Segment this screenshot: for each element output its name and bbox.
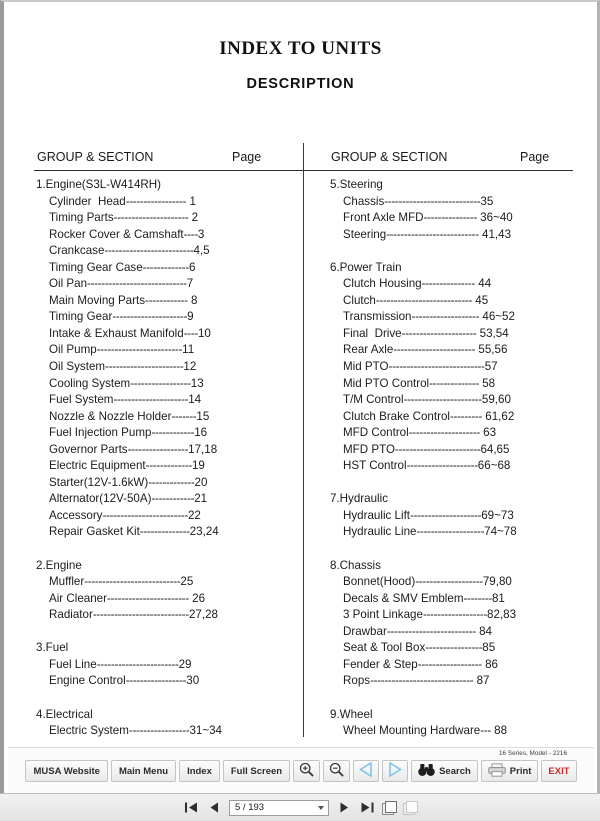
index-entry-leader: ---- bbox=[183, 227, 198, 241]
index-entry-label: Repair Gasket Kit bbox=[49, 525, 140, 539]
index-entry-leader: --------------- bbox=[423, 211, 477, 225]
index-group-heading bbox=[330, 491, 578, 508]
index-entry[interactable] bbox=[330, 458, 578, 475]
index-entry-leader: --------------------------- bbox=[92, 608, 189, 622]
index-entry-label: Rear Axle bbox=[343, 343, 394, 357]
index-entry-page: 4,5 bbox=[193, 244, 210, 258]
musa-website-button-label: MUSA Website bbox=[33, 765, 100, 777]
print-button-label: Print bbox=[509, 765, 532, 777]
index-entry-leader: ----------------- bbox=[127, 442, 189, 456]
index-entry-label: Cylinder Head bbox=[49, 194, 126, 208]
index-entry-page: 7 bbox=[186, 277, 194, 291]
index-entry[interactable] bbox=[330, 326, 578, 343]
index-entry-label: Mid PTO bbox=[343, 360, 389, 374]
index-entry-page: 10 bbox=[197, 326, 211, 340]
index-entry[interactable] bbox=[36, 260, 286, 277]
index-entry-label: MFD PTO bbox=[343, 442, 395, 456]
search-button[interactable] bbox=[411, 760, 478, 782]
index-entry-page: 22 bbox=[187, 508, 201, 522]
column-header-group-left: GROUP & SECTION bbox=[37, 150, 154, 164]
index-entry-page: 11 bbox=[182, 343, 195, 357]
index-group-heading bbox=[330, 707, 578, 724]
index-entry[interactable] bbox=[36, 574, 286, 591]
index-entry-label: Rocker Cover & Camshaft bbox=[49, 227, 184, 241]
index-entry-page: 86 bbox=[481, 657, 498, 671]
index-entry-page: 3 bbox=[197, 227, 205, 241]
index-entry-page: 88 bbox=[490, 724, 508, 738]
toolbar-button-row bbox=[8, 760, 594, 782]
index-entry-page: 27,28 bbox=[188, 608, 218, 622]
index-entry-label: 2.Engine bbox=[36, 558, 82, 572]
index-entry-page: 15 bbox=[196, 409, 210, 423]
index-entry-label: Nozzle & Nozzle Holder bbox=[49, 409, 172, 423]
index-entry-label: Fuel System bbox=[49, 393, 114, 407]
page-navigation-bar bbox=[0, 793, 600, 821]
index-entry-page: 9 bbox=[187, 310, 194, 324]
index-entry-page: 55,56 bbox=[475, 343, 508, 357]
index-entry-label: Starter(12V-1.6kW) bbox=[49, 475, 149, 489]
index-entry-label: Steering bbox=[343, 227, 387, 241]
index-entry-leader: ---------------------- bbox=[403, 393, 482, 407]
index-entry-leader: ---------------------------- bbox=[87, 277, 187, 291]
index-entry-page: 53,54 bbox=[476, 326, 509, 340]
index-entry[interactable] bbox=[36, 524, 286, 541]
index-entry-page: 64,65 bbox=[480, 442, 510, 456]
index-entry-page: 45 bbox=[472, 293, 489, 307]
index-entry-leader: ---------------------- bbox=[105, 360, 184, 374]
index-entry-label: Drawbar bbox=[343, 624, 387, 638]
index-entry-label: 6.Power Train bbox=[330, 260, 402, 274]
index-entry-leader: --------------------- bbox=[113, 393, 189, 407]
index-entry-page: 41,43 bbox=[478, 227, 512, 241]
index-button-label: Index bbox=[187, 765, 212, 777]
previous-view-front-square bbox=[385, 801, 397, 813]
index-entry-page: 74~78 bbox=[484, 525, 517, 539]
index-entry-leader: ----------------------- bbox=[393, 343, 476, 357]
index-entry-leader: ----------------- bbox=[125, 194, 187, 208]
index-entry-page: 21 bbox=[194, 492, 208, 506]
index-entry-leader: ------------- bbox=[145, 459, 192, 473]
index-entry-label: 9.Wheel bbox=[330, 707, 373, 721]
index-entry-page: 69~73 bbox=[481, 508, 514, 522]
index-entry-leader: -------------------- bbox=[408, 426, 480, 440]
index-group-heading bbox=[36, 558, 286, 575]
index-entry-label: Muffler bbox=[49, 575, 85, 589]
index-entry-leader: ------------------------- bbox=[386, 624, 476, 638]
first-page-button[interactable] bbox=[183, 799, 199, 816]
index-entry-leader: --------------------- bbox=[113, 211, 189, 225]
index-entry-leader: -------------------- bbox=[410, 508, 482, 522]
index-entry-page: 84 bbox=[475, 624, 492, 638]
index-entry-leader: --------------------------- bbox=[384, 194, 481, 208]
index-entry-page: 79,80 bbox=[482, 575, 512, 589]
index-entry[interactable] bbox=[36, 227, 286, 244]
index-entry-page: 35 bbox=[480, 194, 494, 208]
index-entry[interactable] bbox=[36, 657, 286, 674]
index-entry-label: Electric Equipment bbox=[49, 459, 146, 473]
index-entry-page: 20 bbox=[194, 475, 208, 489]
index-entry[interactable] bbox=[36, 194, 286, 211]
index-entry[interactable] bbox=[36, 425, 286, 442]
index-entry-label: Mid PTO Control bbox=[343, 376, 430, 390]
index-entry-page: 26 bbox=[188, 591, 206, 605]
index-entry[interactable] bbox=[36, 607, 286, 624]
index-entry[interactable] bbox=[36, 723, 286, 740]
zoom-out-button[interactable] bbox=[323, 760, 350, 782]
index-entry-label: 5.Steering bbox=[330, 178, 383, 191]
index-entry-label: Wheel Mounting Hardware bbox=[343, 724, 481, 738]
index-entry-page: 87 bbox=[473, 674, 490, 688]
index-entry[interactable] bbox=[36, 491, 286, 508]
index-entry-label: 4.Electrical bbox=[36, 707, 93, 721]
index-entry-label: Timing Parts bbox=[49, 211, 114, 225]
index-entry[interactable] bbox=[36, 210, 286, 227]
index-entry-leader: --- bbox=[480, 724, 491, 738]
index-entry[interactable] bbox=[36, 392, 286, 409]
index-entry-page: 2 bbox=[188, 211, 199, 225]
index-entry-page: 23,24 bbox=[189, 525, 219, 539]
index-entry[interactable] bbox=[36, 293, 286, 310]
next-page-button[interactable] bbox=[382, 760, 408, 782]
index-spacer bbox=[330, 243, 578, 260]
column-header-group-right: GROUP & SECTION bbox=[331, 150, 448, 164]
index-entry[interactable] bbox=[36, 342, 286, 359]
index-entry-label: Fuel Line bbox=[49, 657, 97, 671]
index-entry-label: Hydraulic Line bbox=[343, 525, 417, 539]
index-entry-page: 16 bbox=[194, 426, 208, 440]
index-entry-leader: ------------ bbox=[151, 426, 195, 440]
index-entry-leader: ----------------------- bbox=[107, 591, 189, 605]
index-entry[interactable] bbox=[36, 591, 286, 608]
index-entry-page: 57 bbox=[484, 360, 498, 374]
index-entry-leader: --------------------------- bbox=[388, 360, 485, 374]
previous-page-button[interactable] bbox=[353, 760, 379, 782]
index-entry-label: Clutch Housing bbox=[343, 277, 422, 291]
index-entry-leader: ------------ bbox=[145, 293, 188, 307]
index-entry-leader: ---------------- bbox=[425, 641, 483, 655]
main-menu-button[interactable] bbox=[111, 760, 176, 782]
index-entry-leader: --------------------------- bbox=[84, 575, 181, 589]
index-entry-leader: ------------------ bbox=[422, 608, 488, 622]
column-divider-rule bbox=[303, 143, 304, 737]
index-entry-page: 82,83 bbox=[487, 608, 517, 622]
index-entry[interactable] bbox=[36, 276, 286, 293]
index-entry-label: Decals & SMV Emblem bbox=[343, 591, 464, 605]
index-entry-leader: ---- bbox=[183, 326, 198, 340]
index-entry-label: Clutch Brake Control bbox=[343, 409, 450, 423]
index-group-heading bbox=[330, 260, 578, 277]
index-entry-leader: ------------ bbox=[151, 492, 195, 506]
index-entry-leader: ----------------- bbox=[125, 674, 187, 688]
musa-website-button[interactable] bbox=[25, 760, 108, 782]
index-entry-label: 1.Engine(S3L-W414RH) bbox=[36, 178, 162, 191]
index-group-heading bbox=[330, 177, 578, 194]
index-entry[interactable] bbox=[330, 640, 578, 657]
index-spacer bbox=[36, 624, 286, 641]
index-entry-leader: ------------------------ bbox=[394, 442, 481, 456]
index-entry-page: 29 bbox=[178, 657, 192, 671]
index-group-heading bbox=[330, 558, 578, 575]
index-entry-leader: -------------- bbox=[429, 376, 479, 390]
index-entry-page: 14 bbox=[188, 393, 202, 407]
index-entry-leader: --------------------------- bbox=[375, 293, 473, 307]
next-page-button[interactable] bbox=[336, 799, 352, 816]
index-entry-leader: ------------- bbox=[142, 260, 189, 274]
index-entry[interactable] bbox=[36, 359, 286, 376]
index-entry-leader: --------------- bbox=[421, 277, 476, 291]
index-entry-leader: ------------------- bbox=[411, 310, 480, 324]
index-entry-page: 66~68 bbox=[477, 459, 511, 473]
index-entry-label: Rops bbox=[343, 674, 371, 688]
index-entry-leader: ----------------- bbox=[128, 724, 190, 738]
index-entry[interactable] bbox=[36, 508, 286, 525]
index-entry[interactable] bbox=[330, 442, 578, 459]
index-entry-page: 1 bbox=[186, 194, 196, 208]
index-entry-label: Alternator(12V-50A) bbox=[49, 492, 152, 506]
index-column-right bbox=[330, 177, 578, 740]
index-entry-label: Clutch bbox=[343, 293, 376, 307]
index-entry-label: Hydraulic Lift bbox=[343, 508, 411, 522]
index-entry-leader: ------------------------ bbox=[102, 508, 188, 522]
index-entry[interactable] bbox=[330, 342, 578, 359]
index-entry-label: Oil System bbox=[49, 360, 106, 374]
index-entry-label: Final Drive bbox=[343, 326, 402, 340]
index-entry[interactable] bbox=[330, 309, 578, 326]
index-entry-leader: ------- bbox=[171, 409, 197, 423]
index-entry-label: Chassis bbox=[343, 194, 385, 208]
index-entry[interactable] bbox=[330, 574, 578, 591]
index-entry-page: 63 bbox=[479, 426, 497, 440]
index-entry-page: 17,18 bbox=[188, 442, 218, 456]
index-entry-page: 13 bbox=[190, 376, 204, 390]
index-entry-leader: ------------------------- bbox=[104, 244, 194, 258]
index-entry-page: 31~34 bbox=[189, 724, 222, 738]
index-entry[interactable] bbox=[330, 376, 578, 393]
index-entry[interactable] bbox=[36, 458, 286, 475]
print-button[interactable] bbox=[481, 760, 539, 782]
index-entry[interactable] bbox=[330, 409, 578, 426]
index-group-heading bbox=[36, 640, 286, 657]
exit-button[interactable] bbox=[541, 760, 576, 782]
index-entry-label: Bonnet(Hood) bbox=[343, 575, 416, 589]
index-entry-leader: ------------------------ bbox=[96, 343, 183, 357]
index-entry-label: MFD Control bbox=[343, 426, 409, 440]
index-entry-label: Oil Pan bbox=[49, 277, 88, 291]
index-entry-page: 81 bbox=[491, 591, 505, 605]
index-spacer bbox=[330, 541, 578, 558]
index-entry[interactable] bbox=[330, 293, 578, 310]
index-entry[interactable] bbox=[330, 210, 578, 227]
index-entry-leader: ----------------------- bbox=[96, 657, 179, 671]
previous-view-icon[interactable] bbox=[382, 801, 396, 815]
index-entry-page: 25 bbox=[180, 575, 194, 589]
index-entry[interactable] bbox=[330, 194, 578, 211]
index-entry-page: 6 bbox=[188, 260, 196, 274]
index-entry-page: 19 bbox=[191, 459, 205, 473]
document-page bbox=[4, 2, 597, 747]
triangle-right-icon bbox=[388, 762, 402, 780]
index-entry[interactable] bbox=[330, 276, 578, 293]
index-entry[interactable] bbox=[36, 442, 286, 459]
exit-button-label: EXIT bbox=[548, 765, 570, 777]
index-entry-page: 44 bbox=[475, 277, 492, 291]
index-entry-page: 12 bbox=[183, 360, 197, 374]
index-entry[interactable] bbox=[330, 607, 578, 624]
index-entry[interactable] bbox=[330, 359, 578, 376]
index-entry-leader: --------- bbox=[449, 409, 483, 423]
index-entry-label: Electric System bbox=[49, 724, 129, 738]
index-entry[interactable] bbox=[330, 508, 578, 525]
chevron-down-icon[interactable] bbox=[318, 806, 324, 810]
index-entry-label: 8.Chassis bbox=[330, 558, 381, 572]
index-entry-label: Main Moving Parts bbox=[49, 293, 146, 307]
index-entry-page: 8 bbox=[187, 293, 198, 307]
index-entry-label: HST Control bbox=[343, 459, 407, 473]
index-entry-label: Timing Gear Case bbox=[49, 260, 143, 274]
index-entry[interactable] bbox=[330, 227, 578, 244]
index-entry[interactable] bbox=[36, 376, 286, 393]
index-entry-page: 61,62 bbox=[482, 409, 515, 423]
index-entry[interactable] bbox=[36, 243, 286, 260]
index-entry-label: Air Cleaner bbox=[49, 591, 107, 605]
index-entry[interactable] bbox=[330, 657, 578, 674]
index-entry-label: Engine Control bbox=[49, 674, 126, 688]
triangle-left-icon bbox=[359, 762, 373, 780]
index-entry[interactable] bbox=[36, 309, 286, 326]
last-page-button[interactable] bbox=[359, 799, 375, 816]
index-spacer bbox=[330, 475, 578, 492]
index-entry-page: 59,60 bbox=[481, 393, 511, 407]
index-entry-leader: ----------------- bbox=[130, 376, 191, 390]
index-button[interactable] bbox=[179, 760, 220, 782]
index-entry-page: 85 bbox=[482, 641, 496, 655]
viewer-toolbar bbox=[8, 747, 594, 793]
index-entry[interactable] bbox=[330, 425, 578, 442]
index-entry-label: Fuel Injection Pump bbox=[49, 426, 152, 440]
index-entry-leader: ------------- bbox=[148, 475, 195, 489]
page-number-input[interactable] bbox=[229, 800, 329, 816]
index-entry-label: 7.Hydraulic bbox=[330, 492, 388, 506]
index-entry[interactable] bbox=[330, 392, 578, 409]
index-entry-label: 3 Point Linkage bbox=[343, 608, 423, 622]
column-header-page-left: Page bbox=[232, 150, 262, 164]
index-group-heading bbox=[36, 177, 286, 194]
index-entry-label: Timing Gear bbox=[49, 310, 113, 324]
index-entry-label: Seat & Tool Box bbox=[343, 641, 426, 655]
index-entry-label: 3.Fuel bbox=[36, 641, 69, 655]
index-entry-leader: ----------------------------- bbox=[370, 674, 474, 688]
main-menu-button-label: Main Menu bbox=[118, 765, 169, 777]
search-button-label: Search bbox=[439, 765, 471, 777]
index-entry-label: T/M Control bbox=[343, 393, 404, 407]
index-entry-leader: ------------------ bbox=[417, 657, 482, 671]
magnifier-minus-icon bbox=[329, 762, 344, 780]
index-entry-label: Radiator bbox=[49, 608, 93, 622]
index-spacer bbox=[36, 690, 286, 707]
page-number-value: 5 / 193 bbox=[235, 802, 265, 813]
index-entry-label: Crankcase bbox=[49, 244, 105, 258]
previous-page-button[interactable] bbox=[206, 799, 222, 816]
index-entry-leader: -------------------------- bbox=[386, 227, 479, 241]
magnifier-plus-icon bbox=[299, 762, 314, 780]
index-entry-leader: -------- bbox=[463, 591, 492, 605]
next-view-icon[interactable] bbox=[403, 801, 417, 815]
index-entry-leader: --------------------- bbox=[401, 326, 477, 340]
index-entry[interactable] bbox=[330, 624, 578, 641]
index-entry-label: Intake & Exhaust Manifold bbox=[49, 326, 184, 340]
zoom-in-button[interactable] bbox=[293, 760, 320, 782]
index-entry[interactable] bbox=[36, 409, 286, 426]
index-group-heading bbox=[36, 707, 286, 724]
index-entry-leader: --------------------- bbox=[112, 310, 188, 324]
index-entry-page: 46~52 bbox=[479, 310, 515, 324]
index-entry-leader: -------------------- bbox=[406, 459, 478, 473]
index-entry[interactable] bbox=[330, 723, 578, 740]
model-label: 16 Series, Model - 2216 bbox=[499, 750, 567, 757]
index-entry-page: 30 bbox=[186, 674, 200, 688]
index-entry-label: Oil Pump bbox=[49, 343, 97, 357]
printer-icon bbox=[488, 763, 506, 780]
index-column-left bbox=[36, 177, 286, 740]
page-subtitle: DESCRIPTION bbox=[246, 76, 355, 92]
binoculars-icon bbox=[418, 763, 435, 780]
index-entry[interactable] bbox=[36, 326, 286, 343]
column-header-page-right: Page bbox=[520, 150, 550, 164]
index-entry-leader: -------------- bbox=[139, 525, 190, 539]
index-entry[interactable] bbox=[36, 673, 286, 690]
index-entry-label: Fender & Step bbox=[343, 657, 418, 671]
index-entry-page: 58 bbox=[478, 376, 496, 390]
index-entry-leader: ------------------- bbox=[415, 575, 483, 589]
page-title: INDEX TO UNITS bbox=[219, 38, 382, 59]
index-entry[interactable] bbox=[330, 591, 578, 608]
index-entry-label: Governor Parts bbox=[49, 442, 128, 456]
index-entry-label: Accessory bbox=[49, 508, 103, 522]
full-screen-button-label: Full Screen bbox=[230, 765, 283, 777]
index-spacer bbox=[330, 690, 578, 707]
index-entry-leader: ------------------- bbox=[416, 525, 485, 539]
full-screen-button[interactable] bbox=[223, 760, 290, 782]
index-entry[interactable] bbox=[330, 524, 578, 541]
index-spacer bbox=[36, 541, 286, 558]
index-entry-label: Cooling System bbox=[49, 376, 131, 390]
index-entry-label: Transmission bbox=[343, 310, 412, 324]
index-entry[interactable] bbox=[330, 673, 578, 690]
index-entry-page: 36~40 bbox=[476, 211, 513, 225]
index-entry-label: Front Axle MFD bbox=[343, 211, 424, 225]
next-view-front-square bbox=[406, 801, 418, 813]
index-entry[interactable] bbox=[36, 475, 286, 492]
